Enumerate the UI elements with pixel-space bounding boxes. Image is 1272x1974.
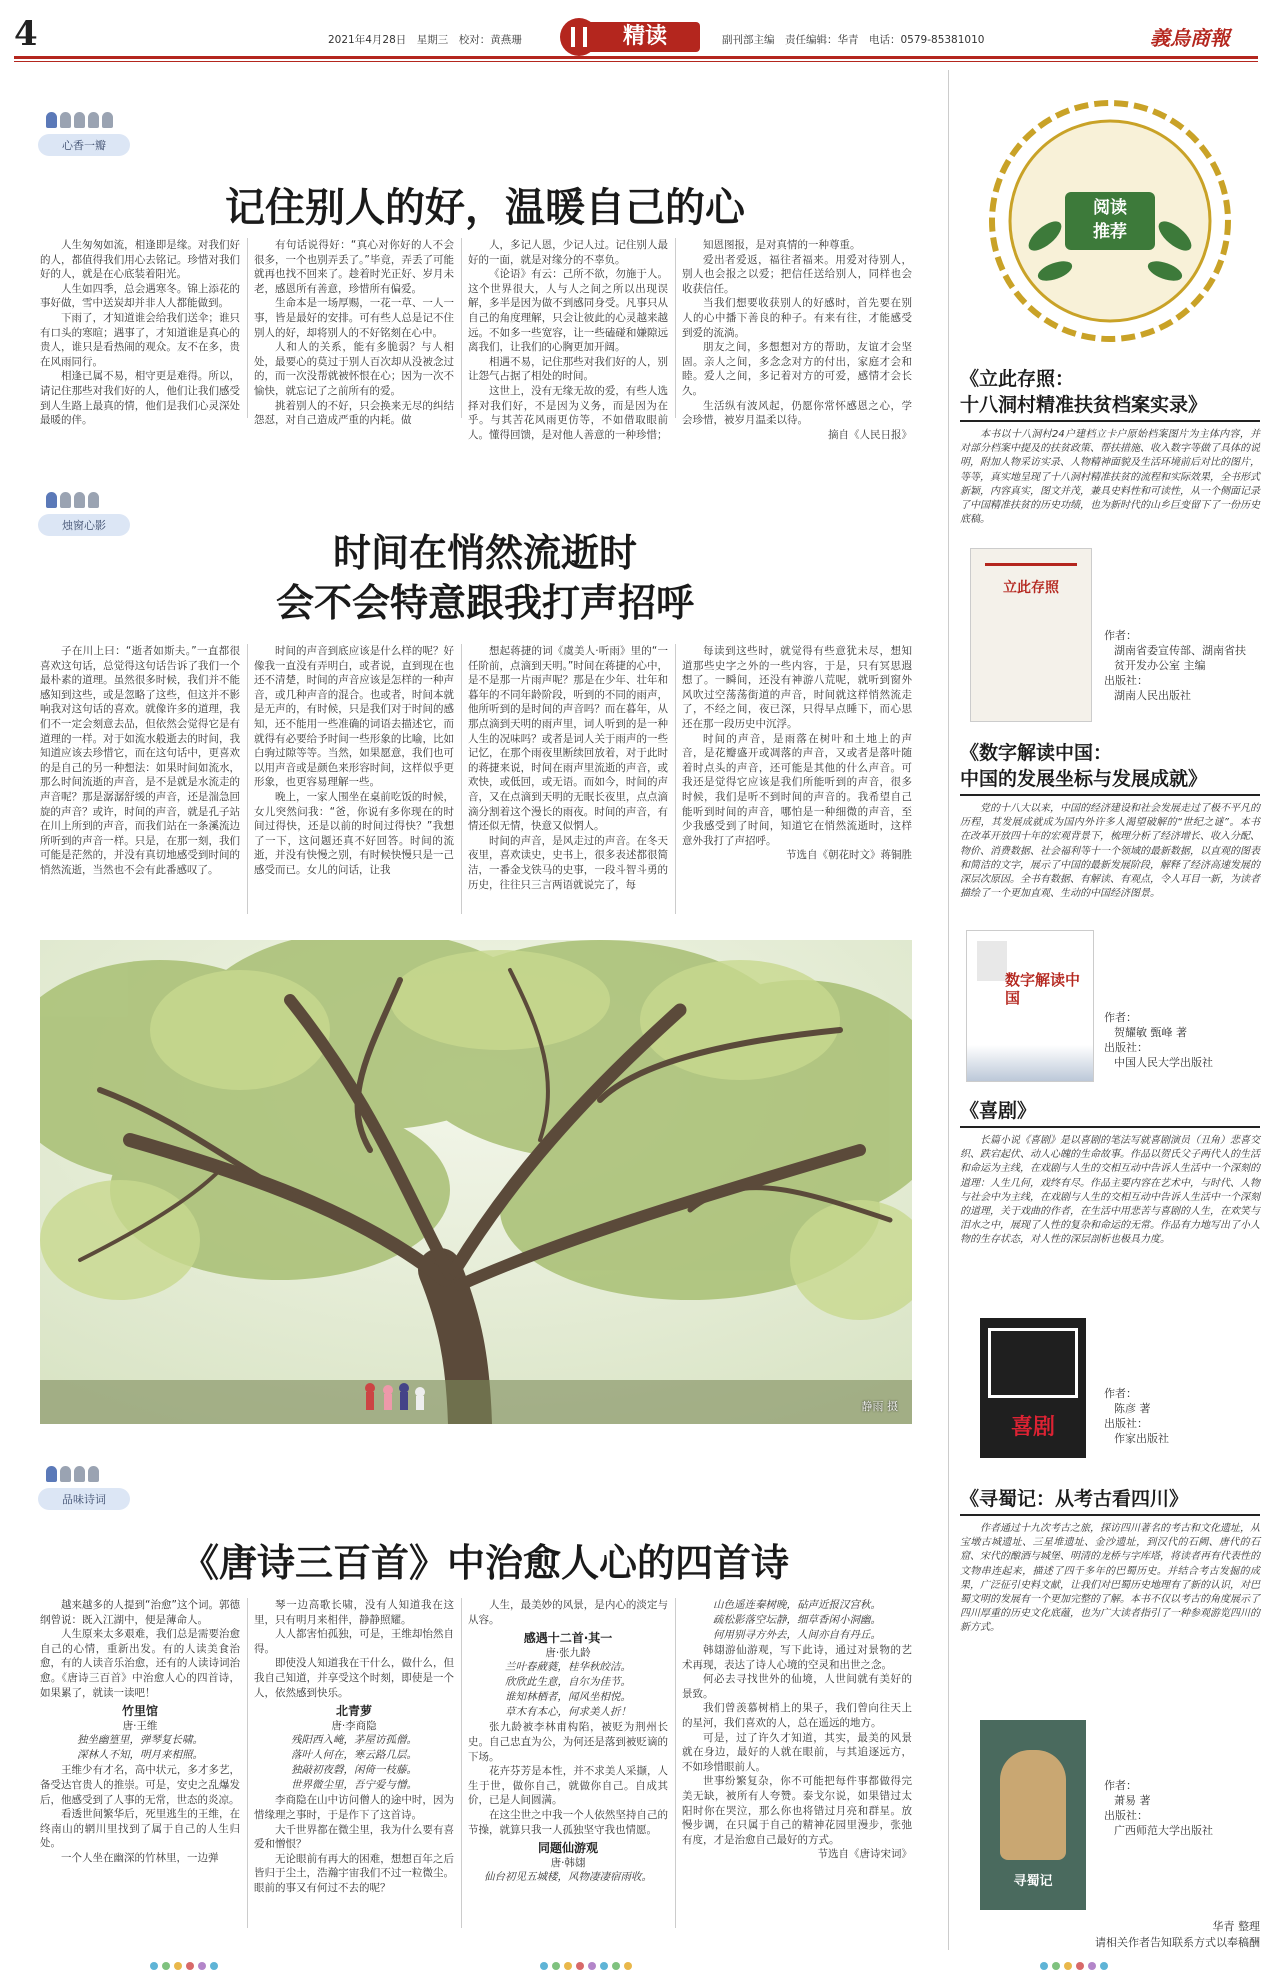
paragraph: 相遇不易，记住那些对我们好的人，别让怨气占据了相处的时间。 [468, 355, 668, 383]
paragraph: 人，多记人恩，少记人过。记住别人最好的一面，就是对缘分的不辜负。 [468, 239, 668, 266]
paragraph: 晚上，一家人围坐在桌前吃饭的时候，女儿突然问我：“爸，你说有多你现在的时间过得快，还是以前的时间过得快？”我想了一下，这问题还真不好回答。时间的流逝，并没有快慢之别，有时候快慢只是一己感受而已。女儿的问话，让我 [254, 790, 454, 876]
article-column [682, 238, 912, 442]
article-column [468, 1598, 668, 1885]
paragraph: 即使没人知道我在干什么，做什么，但我自己知道，并享受这个时刻，即使是一个人，依然感到快乐。 [254, 1657, 454, 1699]
article-column [468, 644, 668, 892]
paragraph: 生活纵有波风起，仍愿你常怀感恩之心，学会珍惜，被岁月温柔以待。 [682, 399, 912, 427]
poem-title: 感遇十二首·其一 [523, 1631, 613, 1646]
title-rule [960, 1126, 1260, 1128]
paragraph: 挑着别人的不好，只会换来无尽的纠结怨怼，对自己造成严重的内耗。做 [254, 399, 454, 427]
book-meta [1104, 1778, 1254, 1838]
paragraph: 时间的声音，是风走过的声音。在冬天夜里，喜欢读史，史书上，很多表述都很简洁，一番金戈铁马的史事，一段斗智斗勇的历史，往往只三言两语就说完了，每 [468, 834, 668, 891]
column-divider [675, 1598, 676, 1928]
publisher: 中国人民大学出版社 [1114, 1056, 1213, 1069]
paragraph: 有句话说得好：“真心对你好的人不会很多，一个也别弄丢了。”毕竟，弄丢了可能就再也找不回来了。趁着时光正好、岁月未老，感恩所有善意，珍惜所有偏爱。 [254, 239, 454, 295]
book-description: 作者通过十九次考古之旅，探访四川著名的考古和文化遗址，从宝墩古城遗址、三星堆遗址、金沙遗址，到汉代的石阙、唐代的石窟、宋代的酿酒与城堡、明清的龙桥与字库塔，将读者再有代表性的文物串连起来，描述了四千多年的巴蜀历史。并结合考古发掘的成果，广泛征引史料文献，让我们对巴蜀历史地理有了新的认识，对巴蜀文明的发展有一个更加完整的了解。本书不仅以考古的角度展示了四川厚重的历史文化底蕴，也为广大读者指引了一种参观游览四川的新方式。 [960, 1523, 1260, 1634]
poem-line: 独坐幽篁里，弹琴复长啸。 [77, 1734, 203, 1747]
article-title: 《唐诗三百首》中治愈人心的四首诗 [180, 1540, 789, 1585]
publisher-label: 出版社： [1104, 1809, 1148, 1822]
badge-text [1065, 196, 1155, 244]
book-recommendation [960, 740, 1260, 901]
paragraph: 当我们想要收获别人的好感时，首先要在别人的心中播下善良的种子。有来有往，才能感受到爱的流淌。 [682, 297, 912, 339]
poem-title: 北青萝 [335, 1704, 372, 1719]
poem-line: 兰叶春葳蕤，桂华秋皎洁。 [505, 1661, 631, 1674]
article-column [682, 644, 912, 863]
title-line: 十八洞村精准扶贫档案实录》 [960, 394, 1208, 416]
article-column [40, 238, 240, 428]
paragraph: 人人都害怕孤独，可是，王维却怡然自得。 [254, 1628, 454, 1655]
paragraph: 人生，最美妙的风景，是内心的淡定与从容。 [468, 1599, 668, 1626]
section-badge [560, 18, 708, 56]
column-tag: 品味诗词 [38, 1488, 130, 1510]
paragraph: 在这尘世之中我一个人依然坚持自己的节操，就算只我一人孤独坚守我也情愿。 [468, 1808, 668, 1836]
title-line: 会不会特意跟我打声招呼 [275, 580, 694, 625]
poem-author: 唐·张九龄 [545, 1646, 591, 1659]
author: 萧易 著 [1114, 1794, 1151, 1807]
paragraph: 这世上，没有无缘无故的爱，有些人选择对我们好，不是因为义务，而是因为在乎。与其苦花风雨更仿等，不如借取眼前人。懂得回馈，是对他人善意的一种珍惜； [468, 384, 668, 441]
publisher: 广西师范大学出版社 [1114, 1824, 1213, 1837]
column-divider [461, 238, 462, 418]
poem-line: 深林人不知，明月来相照。 [77, 1749, 203, 1762]
poem-line: 何用别寻方外去，人间亦自有丹丘。 [713, 1629, 881, 1641]
paragraph: 人生匆匆如流，相逢即是缘。对我们好的人，都值得我们用心去铭记。珍惜对我们好的人，就是在心底装着阳光。 [40, 239, 240, 281]
author-label: 作者： [1104, 629, 1137, 642]
paragraph: 琴一边高歌长啸，没有人知道我在这里，只有明月来相伴，静静照耀。 [254, 1599, 454, 1626]
badge-line: 推荐 [1093, 222, 1127, 242]
paragraph: 何必去寻找世外的仙境，人世间就有美好的景致。 [682, 1673, 912, 1700]
poem-line: 独敲初夜磬，闲倚一枝藤。 [291, 1764, 417, 1777]
compiler: 华青 整理 [1212, 1920, 1260, 1933]
paragraph: 李商隐在山中访问僧人的途中时，因为惜缘理之事时，于是作下了这首诗。 [254, 1794, 454, 1821]
article-column [254, 238, 454, 428]
paragraph: 知恩图报，是对真情的一种尊重。 [703, 239, 861, 251]
paragraph: 人生原来太多艰难，我们总是需要治愈自己的心情，重新出发。有的人读美食治愈，有的人读音乐治愈，还有的人读诗词治愈。《唐诗三百首》中治愈人心的四首诗，如果累了，就读一读吧！ [40, 1628, 240, 1699]
sidebar-divider [948, 70, 949, 1950]
column-divider [247, 1598, 248, 1928]
paragraph: 看透世间繁华后，死里逃生的王维，在终南山的辋川里找到了属于自己的人生归处。 [40, 1808, 240, 1850]
publisher: 湖南人民出版社 [1114, 689, 1191, 702]
badge-line: 阅读 [1093, 198, 1127, 218]
article-column [468, 238, 668, 442]
book-cover [980, 1720, 1086, 1910]
cover-graphic [988, 1328, 1078, 1398]
poem-line: 落叶人何在，寒云路几层。 [291, 1749, 417, 1762]
poem-line: 山色遥连秦树晚，砧声近报汉宫秋。 [713, 1599, 881, 1611]
cover-title: 数字解读中国 [1005, 971, 1081, 1007]
reading-badge [985, 96, 1235, 346]
header-rule-thin [14, 61, 1258, 62]
title-rule [960, 420, 1260, 422]
paragraph: 人和人的关系，能有多脆弱？与人相处，最要心的莫过于别人百次却从没被念过的，而一次没帮就被怀恨在心；因为一次不愉快，就忘记了之前所有的爱。 [254, 341, 454, 397]
publisher-label: 出版社： [1104, 1041, 1148, 1054]
author-label: 作者： [1104, 1387, 1137, 1400]
poem-author: 唐·韩翃 [550, 1856, 586, 1869]
paragraph: 子在川上曰：“逝者如斯夫。”一直都很喜欢这句话，总觉得这句话告诉了我们一个最朴素的道理。虽然很多时候，我们并不能感知到这些，或是忽略了这些，但这并不影响我对这句话的喜欢。就像许多的道理，我们不一定会刻意去品，但依然会觉得它是有道理的一样。对于如流水般逝去的时间，我知道应该去珍惜它，而在这句话中，更喜欢的是自己的另一种想法：如果时间如流水，那么时间流逝的声音，是不是就是水流走的声音呢？那是潺潺舒缓的声音，还是湍急回旋的声音？或许，时间的声音，就是孔子站在川上所到的声音，而我们站在一条溪流边所听到的声音一样。只是，在那一刻，我们可能是茫然的，并没有真切地感受到时间的悄然流逝，当然也不会有此番感叹了。 [40, 645, 240, 876]
book-cover [980, 1318, 1086, 1458]
article-source: 节选自《朝花时文》蒋铜胜 [786, 849, 912, 862]
paragraph: 一个人坐在幽深的竹林里，一边弹 [61, 1851, 219, 1864]
paragraph: 时间的声音，是雨落在树叶和土地上的声音，是花瓣盛开或凋落的声音，又或者是落叶随着时点头的声音，还可能是其他的什么声音。可我还是觉得它应该是我们所能听到的声音，很多时候，我们是听不到时间的声音的。我希望自己能听到时间的声音，哪怕是一种细微的声音，至少我感受到了时间，知道它在悄然流逝时，这样意外我打了声招呼。 [682, 732, 912, 847]
date-line: 2021年4月28日 星期三 校对：黄燕珊 [328, 34, 522, 46]
column-divider [675, 644, 676, 914]
book-recommendation [960, 366, 1260, 527]
paragraph: 大千世界都在微尘里，我为什么要有喜爱和憎恨？ [254, 1823, 454, 1851]
paper-name: 義烏商報 [1150, 26, 1230, 50]
title-line: 时间在悄然流逝时 [332, 530, 637, 575]
cover-title: 寻蜀记 [1013, 1874, 1053, 1889]
paragraph: 越来越多的人提到“治愈”这个词。郭德纲曾说：既入江湖中，便是薄命人。 [40, 1599, 240, 1626]
author-label: 作者： [1104, 1779, 1137, 1792]
paragraph: 花卉芬芳是本性，并不求美人采撷，人生于世，做你自己，就做你自己。自成其价，已是人间圆满。 [468, 1765, 668, 1807]
poem-line: 仙台初见五城楼，风物凄凄宿雨收。 [484, 1871, 652, 1884]
paragraph: 人生如四季，总会遇寒冬。锦上添花的事好做，雪中送炭却并非人人都能做到。 [40, 282, 240, 310]
editor-line: 副刊部主编 责任编辑：华青 电话：0579-85381010 [722, 34, 985, 46]
cover-title: 立此存照 [1003, 580, 1059, 596]
paragraph: 生命本是一场厚赐，一花一草、一人一事，皆是最好的安排。可有些人总是记不住别人的好，却将别人的不好铭刻在心中。 [254, 297, 454, 339]
book-recommendation [960, 1486, 1260, 1636]
column-divider [247, 238, 248, 418]
cover-title: 喜剧 [1010, 1415, 1055, 1440]
poem-author: 唐·王维 [122, 1719, 158, 1732]
title-rule [960, 794, 1260, 796]
column-divider [461, 644, 462, 914]
people-icon [46, 112, 116, 132]
book-meta [1104, 628, 1254, 703]
author-label: 作者： [1104, 1011, 1137, 1024]
book-meta [1104, 1386, 1254, 1446]
book-description: 本书以十八洞村24户建档立卡户原始档案图片为主体内容，并对部分档案中提及的扶贫政策、帮扶措施、收入数字等做了具体的说明，附加人物采访实录、人物精神面貌及生活环境前后对比的图片，等等，真实地呈现了十八洞村精准扶贫的流程和实际效果，全书形式新颖，内容真实，图文并茂，兼具史料性和可读性，从一个侧面记录了中国精准扶贫的历史功绩，也为新时代的山乡巨变留下了一份历史底稿。 [960, 429, 1260, 526]
cover-graphic [977, 941, 1007, 981]
paragraph: 韩翃游仙游观，写下此诗，通过对景物的艺术再现，表达了诗人心境的空灵和出世之念。 [682, 1644, 912, 1671]
compiler-note [1090, 1918, 1260, 1950]
cover-skyline [967, 1045, 1093, 1081]
publisher: 作家出版社 [1114, 1432, 1169, 1445]
poem-line: 残阳西入崦，茅屋访孤僧。 [291, 1734, 417, 1747]
royalty-note: 请相关作者告知联系方式以奉稿酬 [1095, 1936, 1260, 1949]
cover-figure [1000, 1750, 1066, 1860]
title-line: 《数字解读中国： [960, 742, 1113, 764]
poem-line: 谁知林栖者，闻风坐相悦。 [505, 1691, 631, 1704]
book-description: 党的十八大以来，中国的经济建设和社会发展走过了极不平凡的历程，其发展成就成为国内外许多人渴望破解的“世纪之谜”。本书在改革开放四十年的宏观背景下，梳理分析了经济增长、收入分配、物价、消费数据、社会福利等十一个领域的最新数据，以直观的图表和简洁的文字，展示了中国的最新发展阶段，解释了经济高速发展的深层次原因。全书有数据、有解读、有观点，令人耳目一新，为读者描绘了一个更加直观、生动的中国经济图景。 [960, 803, 1260, 900]
paragraph: 可是，过了许久才知道，其实，最美的风景就在身边，最好的人就在眼前，与其追逐远方，不如珍惜眼前人。 [682, 1731, 912, 1773]
footer-dots-icon [1040, 1955, 1112, 1974]
header-rule [14, 56, 1258, 59]
author: 贺耀敏 甄峰 著 [1114, 1026, 1187, 1039]
big-tree-illustration [40, 940, 912, 1424]
article-column [682, 1598, 912, 1862]
book-cover [970, 548, 1092, 722]
article-title: 记住别人的好，温暖自己的心 [225, 184, 745, 231]
paragraph: 每读到这些时，就觉得有些意犹未尽，想知道那些史字之外的一些内容，于是，只有冥思遐想了。一瞬间，还没有神游八荒呢，就听到窗外风吹过空荡荡街道的声音，时间就这样悄然流走了，不经之间，夜已深，只得早点睡下，而心思还在那一段历史中沉浮。 [682, 645, 912, 730]
book-title: 《寻蜀记：从考古看四川》 [960, 1488, 1189, 1510]
column-tag: 心香一瓣 [38, 134, 130, 156]
book-description: 长篇小说《喜剧》是以喜剧的笔法写就喜剧演员（丑角）悲喜交织、跌宕起伏、动人心魄的生命故事。作品以贺氏父子两代人的生活和命运为主线，在戏剧与人生的交相互动中告诉人生活中一个深刻的道理：人生几何，戏终有尽。作品主要内容在艺术中，与时代、人物与社会中为主线，在戏剧与人生的交相互动中告诉人生活中一个深刻的道理，关于戏曲的作者，在生活中用悲苦与喜剧的人生，在欢笑与泪水之中，展现了人性的复杂和命运的无常。作品有力地写出了小人物的生存状态，对人性的深层剖析也极具力度。 [960, 1135, 1260, 1246]
column-divider [675, 238, 676, 418]
article-column [254, 644, 454, 878]
book-title [960, 740, 1260, 792]
poem-line: 草木有本心，何求美人折！ [505, 1706, 631, 1719]
footer-dots-icon [150, 1955, 222, 1974]
people-icon [46, 492, 102, 512]
poem-title: 竹里馆 [121, 1704, 158, 1719]
page-number: 4 [14, 14, 38, 54]
book-title: 《喜剧》 [960, 1100, 1037, 1122]
paragraph: 想起蒋捷的词《虞美人·听雨》里的“一任阶前，点滴到天明。”时间在蒋捷的心中，是不是那一片雨声呢？那是在少年、壮年和暮年的不同年龄阶段，听到的不同的雨声，他所听到的是时间的声音吗？而在暮年，从那点滴到天明的雨声里，词人听到的是一种人生的况味吗？或者是词人关于雨声的一些记忆，在那个雨夜里断续回放着，对于此时的蒋捷来说，时间在雨声里流逝的声音，或欢快，或低回，或无语。而如今，时间的声音，又在点滴到天明的无眠长夜里，点点滴滴分割着这个漫长的雨夜。时间的声音，有情还似无情，快意又似惘人。 [468, 645, 668, 833]
column-divider [247, 644, 248, 914]
paragraph: 爱出者爱返，福往者福来。用爱对待别人，别人也会报之以爱；把信任送给别人，同样也会收获信任。 [682, 253, 912, 295]
paragraph: 世事纷繁复杂，你不可能把每件事都做得完美无缺，被所有人夸赞。泰戈尔说，如果错过太阳时你在哭泣，那么你也将错过月亮和群星。放慢步调，在只属于自己的精神花园里漫步，张弛有度，才是治愈自己最好的方式。 [682, 1775, 912, 1846]
article-column [254, 1598, 454, 1896]
paragraph: 下雨了，才知道谁会给我们送伞；谁只有口头的寒暄；遇事了，才知道谁是真心的贵人，谁只是看热闹的观众。友不在多，贵在风雨同行。 [40, 311, 240, 368]
footer-dots-icon [540, 1955, 636, 1974]
publisher-label: 出版社： [1104, 1417, 1148, 1430]
poem-line: 欣欣此生意，自尔为佳节。 [505, 1676, 631, 1689]
poem-line: 世界微尘里，吾宁爱与憎。 [291, 1779, 417, 1792]
people-icon [46, 1466, 102, 1486]
paragraph: 我们曾羡慕树梢上的果子，我们曾向往天上的星河，我们喜欢的人，总在遥远的地方。 [682, 1702, 912, 1729]
section-title: 精读 [590, 22, 700, 52]
article-column [40, 1598, 240, 1866]
author: 湖南省委宣传部、湖南省扶贫开发办公室 主编 [1114, 644, 1246, 672]
paragraph: 《论语》有云：己所不欲，勿施于人。这个世界很大，人与人之间之所以出现误解，多半是因为做不到感同身受。凡事只从自己的角度理解，只会让彼此的心灵越来越远。不如多一些宽容，让一些磕碰和嫌隙远离我们，让我们的心胸更加开阔。 [468, 268, 668, 354]
poem-line: 疏松影落空坛静，细草香闲小洞幽。 [713, 1614, 881, 1626]
author: 陈彦 著 [1114, 1402, 1151, 1415]
paragraph: 时间的声音到底应该是什么样的呢？好像我一直没有弄明白，或者说，直到现在也还不清楚，时间的声音应该是怎样的一种声音，或几种声音的混合。也或者，时间本就是无声的，有时候，只是我们对于时间的感知，还不能用一些准确的词语去描述它，而就得有必要给予时间一些形象的比喻，比如白驹过隙等等。当然，如果愿意，我们也可以用声音或是颜色来形容时间，这样似乎更形象，也更容易理解一些。 [254, 645, 454, 789]
publisher-label: 出版社： [1104, 674, 1148, 687]
title-line: 中国的发展坐标与发展成就》 [960, 768, 1208, 790]
book-meta [1104, 1010, 1254, 1070]
book-recommendation [960, 1098, 1260, 1248]
title-line: 《立此存照： [960, 368, 1075, 390]
paragraph: 张九龄被李林甫构陷，被贬为荆州长史。自己忠直为公，为何还是落到被贬谪的下场。 [468, 1721, 668, 1763]
paragraph: 朋友之间，多想想对方的帮助，友谊才会坚固。亲人之间，多念念对方的付出，家庭才会和睦。爱人之间，多记着对方的可爱，感情才会长久。 [682, 341, 912, 397]
paragraph: 王维少有才名，高中状元，多才多艺，备受达官贵人的推崇。可是，安史之乱爆发后，他感受到了人事的无常，世态的炎凉。 [40, 1764, 240, 1806]
book-cover [966, 930, 1094, 1082]
article-title [40, 528, 930, 628]
article-source: 摘自《人民日报》 [828, 428, 912, 441]
title-rule [960, 1514, 1260, 1516]
paragraph: 无论眼前有再大的困难，想想百年之后皆归于尘土，浩瀚宇宙我们不过一粒微尘。眼前的事又有何过不去的呢？ [254, 1852, 454, 1894]
book-title [960, 366, 1260, 418]
column-divider [461, 1598, 462, 1928]
article-column [40, 644, 240, 878]
tree-photo [40, 940, 912, 1424]
cover-accent [985, 563, 1077, 566]
poem-author: 唐·李商隐 [331, 1719, 377, 1732]
article-source: 节选自《唐诗宋词》 [817, 1848, 912, 1861]
photo-credit: 静雨 摄 [861, 1400, 898, 1413]
poem-title: 同题仙游观 [537, 1841, 598, 1856]
paragraph: 相逢已属不易，相守更是难得。所以，请记住那些对我们好的人，他们让我们感受到人生路上最真的情，他们是我们心灵深处最暖的伴。 [40, 370, 240, 427]
column-tag: 烛窗心影 [38, 514, 130, 536]
